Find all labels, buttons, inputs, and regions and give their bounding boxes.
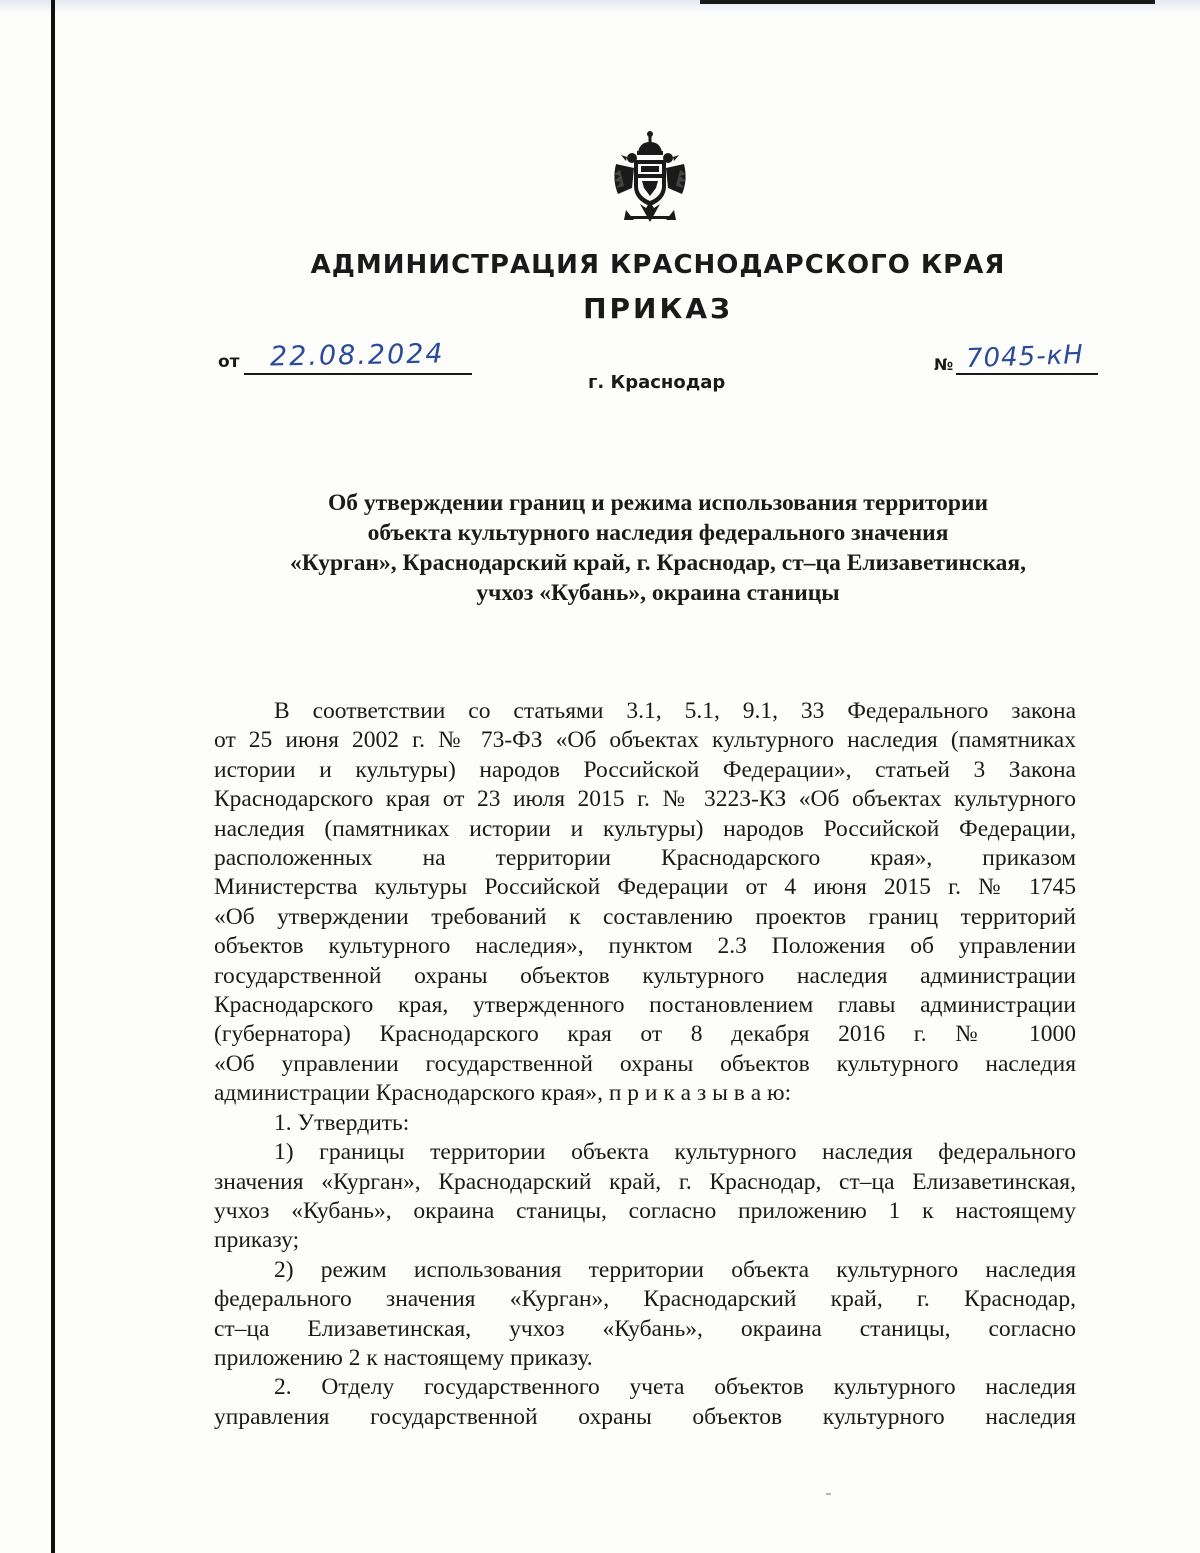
coat-of-arms-emblem	[610, 130, 690, 225]
body-line: 2) режим использования территории объекта культурного наследия	[274, 1256, 1076, 1283]
body-line: федерального значения «Курган», Краснодарский край, г. Краснодар,	[214, 1286, 1076, 1313]
scan-speck	[826, 1493, 831, 1495]
subject-line: «Курган», Краснодарский край, г. Краснодар, ст–ца Елизаветинская,	[290, 550, 1026, 576]
body-line: наследия (памятниках истории и культуры) народов Российской Федерации,	[214, 815, 1076, 842]
date-underline	[244, 373, 472, 375]
organization-title: АДМИНИСТРАЦИЯ КРАСНОДАРСКОГО КРАЯ	[310, 250, 1006, 280]
body-line: объектов культурного наследия», пунктом 2.3 Положения об управлении	[214, 933, 1076, 960]
date-label: от	[218, 352, 240, 372]
body-line: приложению 2 к настоящему приказу.	[214, 1344, 593, 1371]
body-line: 1. Утвердить:	[274, 1109, 410, 1136]
body-line: государственной охраны объектов культурного наследия администрации	[214, 962, 1076, 989]
body-line: Краснодарского края от 23 июля 2015 г. № 3223-КЗ «Об объектах культурного	[214, 786, 1076, 813]
body-line: (губернатора) Краснодарского края от 8 декабря 2016 г. № 1000	[214, 1021, 1076, 1048]
body-line: 1) границы территории объекта культурного наследия федерального	[274, 1139, 1076, 1166]
body-line: расположенных на территории Краснодарского края», приказом	[214, 845, 1076, 872]
subject-line: Об утверждении границ и режима использования территории	[327, 490, 989, 516]
scan-top-edge	[700, 0, 1155, 4]
handwritten-date: 22.08.2024	[269, 338, 445, 373]
body-line: Краснодарского края, утвержденного постановлением главы администрации	[214, 992, 1076, 1019]
document-type-title: ПРИКАЗ	[583, 292, 733, 325]
body-line: «Об утверждении требований к составлению проектов границ территорий	[214, 903, 1076, 930]
document-subject	[214, 488, 1102, 608]
body-line: истории и культуры) народов Российской Федерации», статьей 3 Закона	[214, 756, 1076, 783]
document-body	[214, 697, 1076, 1432]
body-line: управления государственной охраны объектов культурного наследия	[214, 1403, 1076, 1430]
number-label: №	[934, 355, 954, 374]
body-line: ст–ца Елизаветинская, учхоз «Кубань», окраина станицы, согласно	[214, 1315, 1076, 1342]
city-label: г. Краснодар	[588, 372, 726, 393]
body-line: 2. Отделу государственного учета объектов культурного наследия	[274, 1374, 1076, 1401]
subject-line: объекта культурного наследия федерального значения	[367, 520, 949, 546]
body-line: учхоз «Кубань», окраина станицы, согласно приложению 1 к настоящему	[214, 1197, 1076, 1224]
body-line: приказу;	[214, 1227, 300, 1254]
body-line: значения «Курган», Краснодарский край, г. Краснодар, ст–ца Елизаветинская,	[214, 1168, 1076, 1195]
body-line: В соответствии со статьями 3.1, 5.1, 9.1, 33 Федерального закона	[274, 698, 1076, 724]
body-line: от 25 июня 2002 г. № 73-ФЗ «Об объектах культурного наследия (памятниках	[214, 727, 1076, 754]
scan-left-edge	[51, 0, 55, 1553]
handwritten-number: 7045-кН	[965, 339, 1085, 375]
body-line: Министерства культуры Российской Федерации от 4 июня 2015 г. № 1745	[214, 874, 1076, 901]
body-line: «Об управлении государственной охраны объектов культурного наследия	[214, 1050, 1076, 1077]
body-line: администрации Краснодарского края», п р и к а з ы в а ю:	[214, 1080, 792, 1107]
subject-line: учхоз «Кубань», окраина станицы	[476, 580, 840, 606]
